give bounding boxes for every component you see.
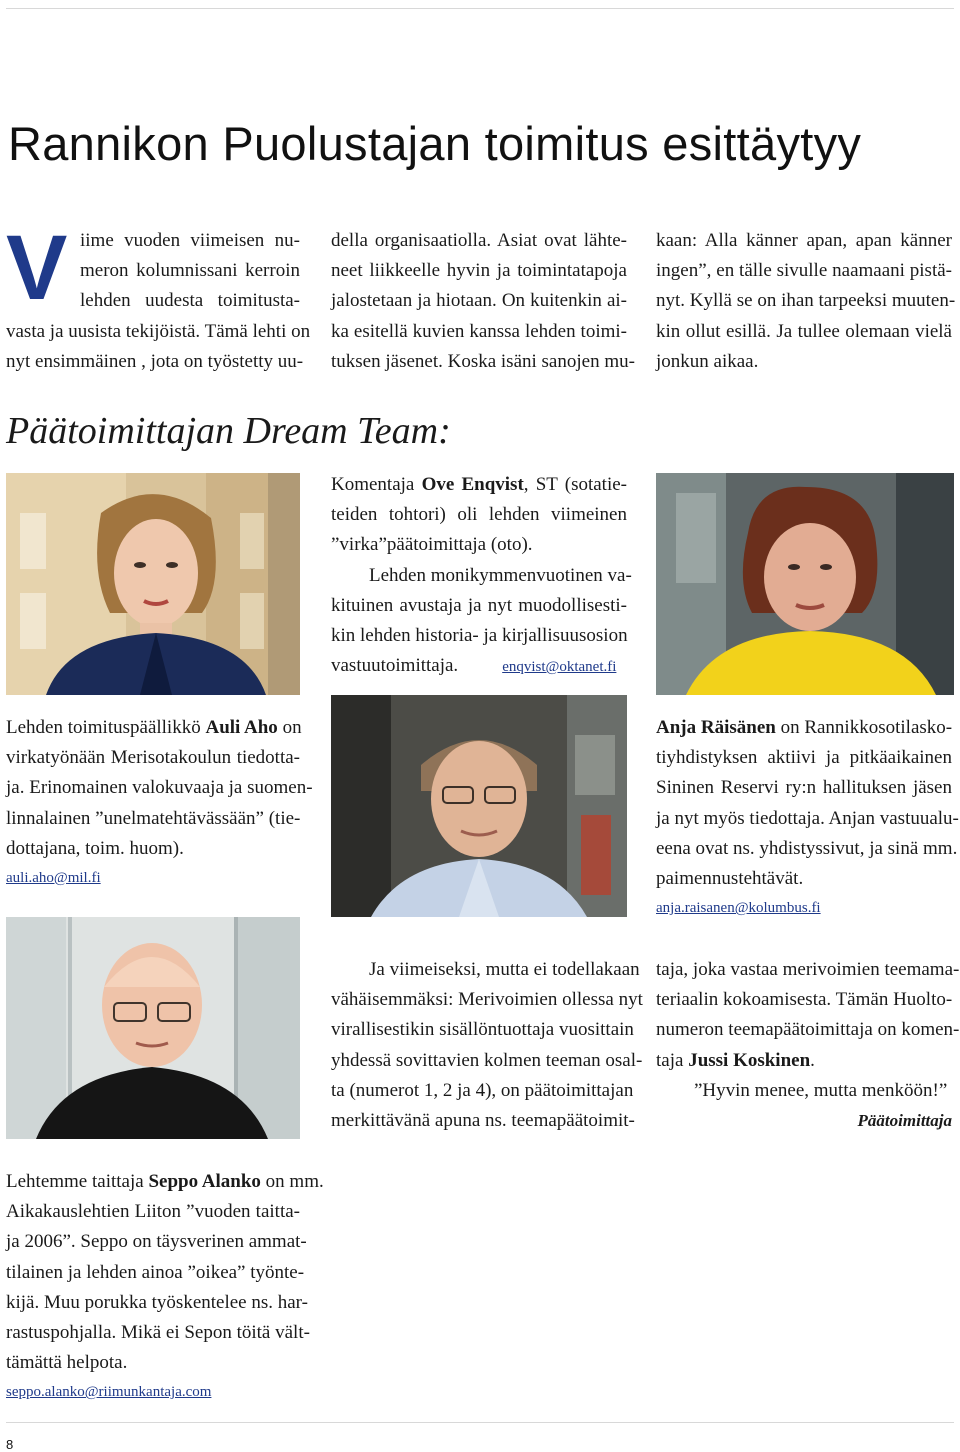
text-fragment: . bbox=[810, 1049, 815, 1071]
text-line: lehden uudesta toimitusta- bbox=[80, 290, 300, 312]
email-link-enqvist[interactable]: enqvist@oktanet.fi bbox=[502, 659, 617, 676]
text-line: merkittävänä apuna ns. teemapäätoimit- bbox=[331, 1109, 635, 1131]
text-line: tilainen ja lehden ainoa ”oikea” työnte- bbox=[6, 1261, 305, 1283]
text-fragment: on bbox=[277, 717, 302, 738]
email-link-raisanen[interactable]: anja.raisanen@kolumbus.fi bbox=[656, 900, 821, 917]
person-name: Auli Aho bbox=[205, 717, 278, 738]
page-title: Rannikon Puolustajan toimitus esittäytyy bbox=[8, 117, 862, 170]
text-line: virallisestikin sisällöntuottaja vuosittain bbox=[331, 1019, 634, 1041]
text-fragment: taja bbox=[656, 1049, 689, 1071]
text-fragment: on mm. bbox=[260, 1171, 324, 1192]
text-line bbox=[6, 1167, 324, 1197]
text-fragment: , ST (sotatie- bbox=[523, 474, 627, 495]
person-name: Seppo Alanko bbox=[148, 1171, 261, 1192]
email-link-aho[interactable]: auli.aho@mil.fi bbox=[6, 869, 101, 886]
text-line: rastuspohjalla. Mikä ei Sepon töitä vält- bbox=[6, 1321, 310, 1343]
text-fragment: Lehtemme taittaja bbox=[6, 1171, 149, 1192]
top-rule bbox=[6, 8, 954, 9]
text-line: vähäisemmäksi: Merivoimien ollessa nyt bbox=[331, 989, 643, 1011]
alanko-bio bbox=[6, 1167, 324, 1404]
text-line: ja nyt myös tiedottaja. Anjan vastuualu- bbox=[656, 807, 959, 829]
text-line: kijä. Muu porukka työskentelee ns. har- bbox=[6, 1291, 308, 1313]
text-line: ta (numerot 1, 2 ja 4), on päätoimittajan bbox=[331, 1079, 634, 1101]
text-line: virkatyönään Merisotakoulun tiedotta- bbox=[6, 747, 300, 769]
text-line: tämättä helpota. bbox=[6, 1352, 128, 1374]
text-line: ”virka”päätoimittaja (oto). bbox=[331, 534, 533, 556]
text-line: ja. Erinomainen valokuvaaja ja suomen- bbox=[6, 777, 313, 799]
text-line bbox=[656, 713, 952, 743]
koskinen-continued-text bbox=[656, 955, 960, 1136]
portrait-woman-yellow-image bbox=[656, 473, 954, 695]
text-line: numeron teemapäätoimittaja on komen- bbox=[656, 1019, 960, 1041]
aho-bio bbox=[6, 713, 313, 890]
text-line: meron kolumnissani kerroin bbox=[80, 260, 300, 282]
bottom-rule bbox=[6, 1422, 954, 1423]
person-name: Jussi Koskinen bbox=[688, 1049, 811, 1071]
text-line: tiyhdistyksen aktiivi ja pitkäaikainen bbox=[656, 747, 952, 769]
text-line: Lehden monikymmenvuotinen va- bbox=[369, 564, 632, 586]
text-line bbox=[331, 651, 627, 681]
text-line: Aikakauslehtien Liiton ”vuoden taitta- bbox=[6, 1201, 300, 1223]
text-line: kin lehden historia- ja kirjallisuusosion bbox=[331, 624, 628, 646]
text-line: kituinen avustaja ja nyt muodollisesti- bbox=[331, 594, 627, 616]
section-heading: Päätoimittajan Dream Team: bbox=[6, 410, 451, 452]
text-line: teriaalin kokoamisesta. Tämän Huolto- bbox=[656, 989, 953, 1011]
text-line: ja 2006”. Seppo on täysverinen ammat- bbox=[6, 1231, 307, 1253]
text-line: della organisaatiolla. Asiat ovat lähte- bbox=[331, 230, 627, 251]
portrait-bald-man-image bbox=[6, 917, 300, 1139]
enqvist-bio bbox=[331, 470, 632, 681]
text-line bbox=[6, 713, 300, 743]
portrait-woman-image bbox=[6, 473, 300, 695]
intro-column-2 bbox=[331, 226, 635, 377]
page-number: 8 bbox=[6, 1437, 14, 1452]
text-fragment: Lehden toimituspäällikkö bbox=[6, 717, 206, 738]
text-line: tuksen jäsenet. Koska isäni sanojen mu- bbox=[331, 350, 635, 372]
koskinen-intro-text bbox=[331, 955, 643, 1136]
text-line: Ja viimeiseksi, mutta ei todellakaan bbox=[369, 959, 640, 980]
text-line: ka esitellä kuvien kanssa lehden toimi- bbox=[331, 320, 627, 342]
email-line bbox=[6, 1378, 300, 1404]
text-line: vasta ja uusista tekijöistä. Tämä lehti on bbox=[6, 320, 311, 342]
person-name: Ove Enqvist bbox=[421, 474, 524, 495]
text-line: kin ollut esillä. Ja tullee olemaan vielä bbox=[656, 320, 952, 342]
photo-auli-aho bbox=[6, 473, 300, 695]
text-line: jonkun aikaa. bbox=[656, 350, 759, 372]
raisanen-bio bbox=[656, 713, 959, 920]
email-line bbox=[656, 894, 952, 920]
text-line: paimennustehtävät. bbox=[656, 867, 804, 889]
photo-seppo-alanko bbox=[6, 917, 300, 1139]
text-line: kaan: Alla känner apan, apan känner bbox=[656, 230, 952, 251]
text-line: nyt ensimmäinen , jota on työstetty uu- bbox=[6, 350, 304, 372]
person-name: Anja Räisänen bbox=[656, 717, 776, 738]
intro-column-3 bbox=[656, 226, 956, 377]
text-line: taja, joka vastaa merivoimien teemama- bbox=[656, 959, 960, 980]
signature: Päätoimittaja bbox=[857, 1110, 952, 1130]
text-line: teiden tohtori) oli lehden viimeinen bbox=[331, 504, 627, 526]
text-line: ingen”, en tälle sivulle naamaani pistä- bbox=[656, 260, 952, 282]
closing-quote: ”Hyvin menee, mutta menköön!” bbox=[694, 1079, 948, 1101]
text-line: linnalainen ”unelmatehtävässään” (tie- bbox=[6, 807, 301, 829]
photo-ove-enqvist bbox=[331, 695, 627, 917]
email-line bbox=[6, 864, 300, 890]
text-line bbox=[331, 470, 627, 500]
drop-cap: V bbox=[6, 217, 68, 319]
email-link-alanko[interactable]: seppo.alanko@riimunkantaja.com bbox=[6, 1384, 212, 1401]
text-line: Sininen Reservi ry:n hallituksen jäsen bbox=[656, 777, 952, 799]
text-line: dottajana, toim. huom). bbox=[6, 837, 184, 859]
portrait-man-glasses-image bbox=[331, 695, 627, 917]
text-line: nyt. Kyllä se on ihan tarpeeksi muuten- bbox=[656, 290, 956, 312]
text-fragment: on Rannikkosotilasko- bbox=[775, 717, 953, 738]
text-fragment: Komentaja bbox=[331, 474, 422, 495]
text-line: eena ovat ns. yhdistyssivut, ja sinä mm. bbox=[656, 837, 958, 859]
text-line: yhdessä sovittavien kolmen teeman osal- bbox=[331, 1049, 643, 1071]
photo-anja-raisanen bbox=[656, 473, 954, 695]
text-fragment: vastuutoimittaja. bbox=[331, 655, 459, 677]
text-line: iime vuoden viimeisen nu- bbox=[80, 230, 300, 251]
text-line bbox=[656, 1046, 952, 1076]
text-line: jalostetaan ja hiotaan. On kuitenkin ai- bbox=[331, 290, 627, 312]
text-line: neet liikkeelle hyvin ja toimintatapoja bbox=[331, 260, 627, 282]
intro-column-1 bbox=[6, 217, 311, 377]
